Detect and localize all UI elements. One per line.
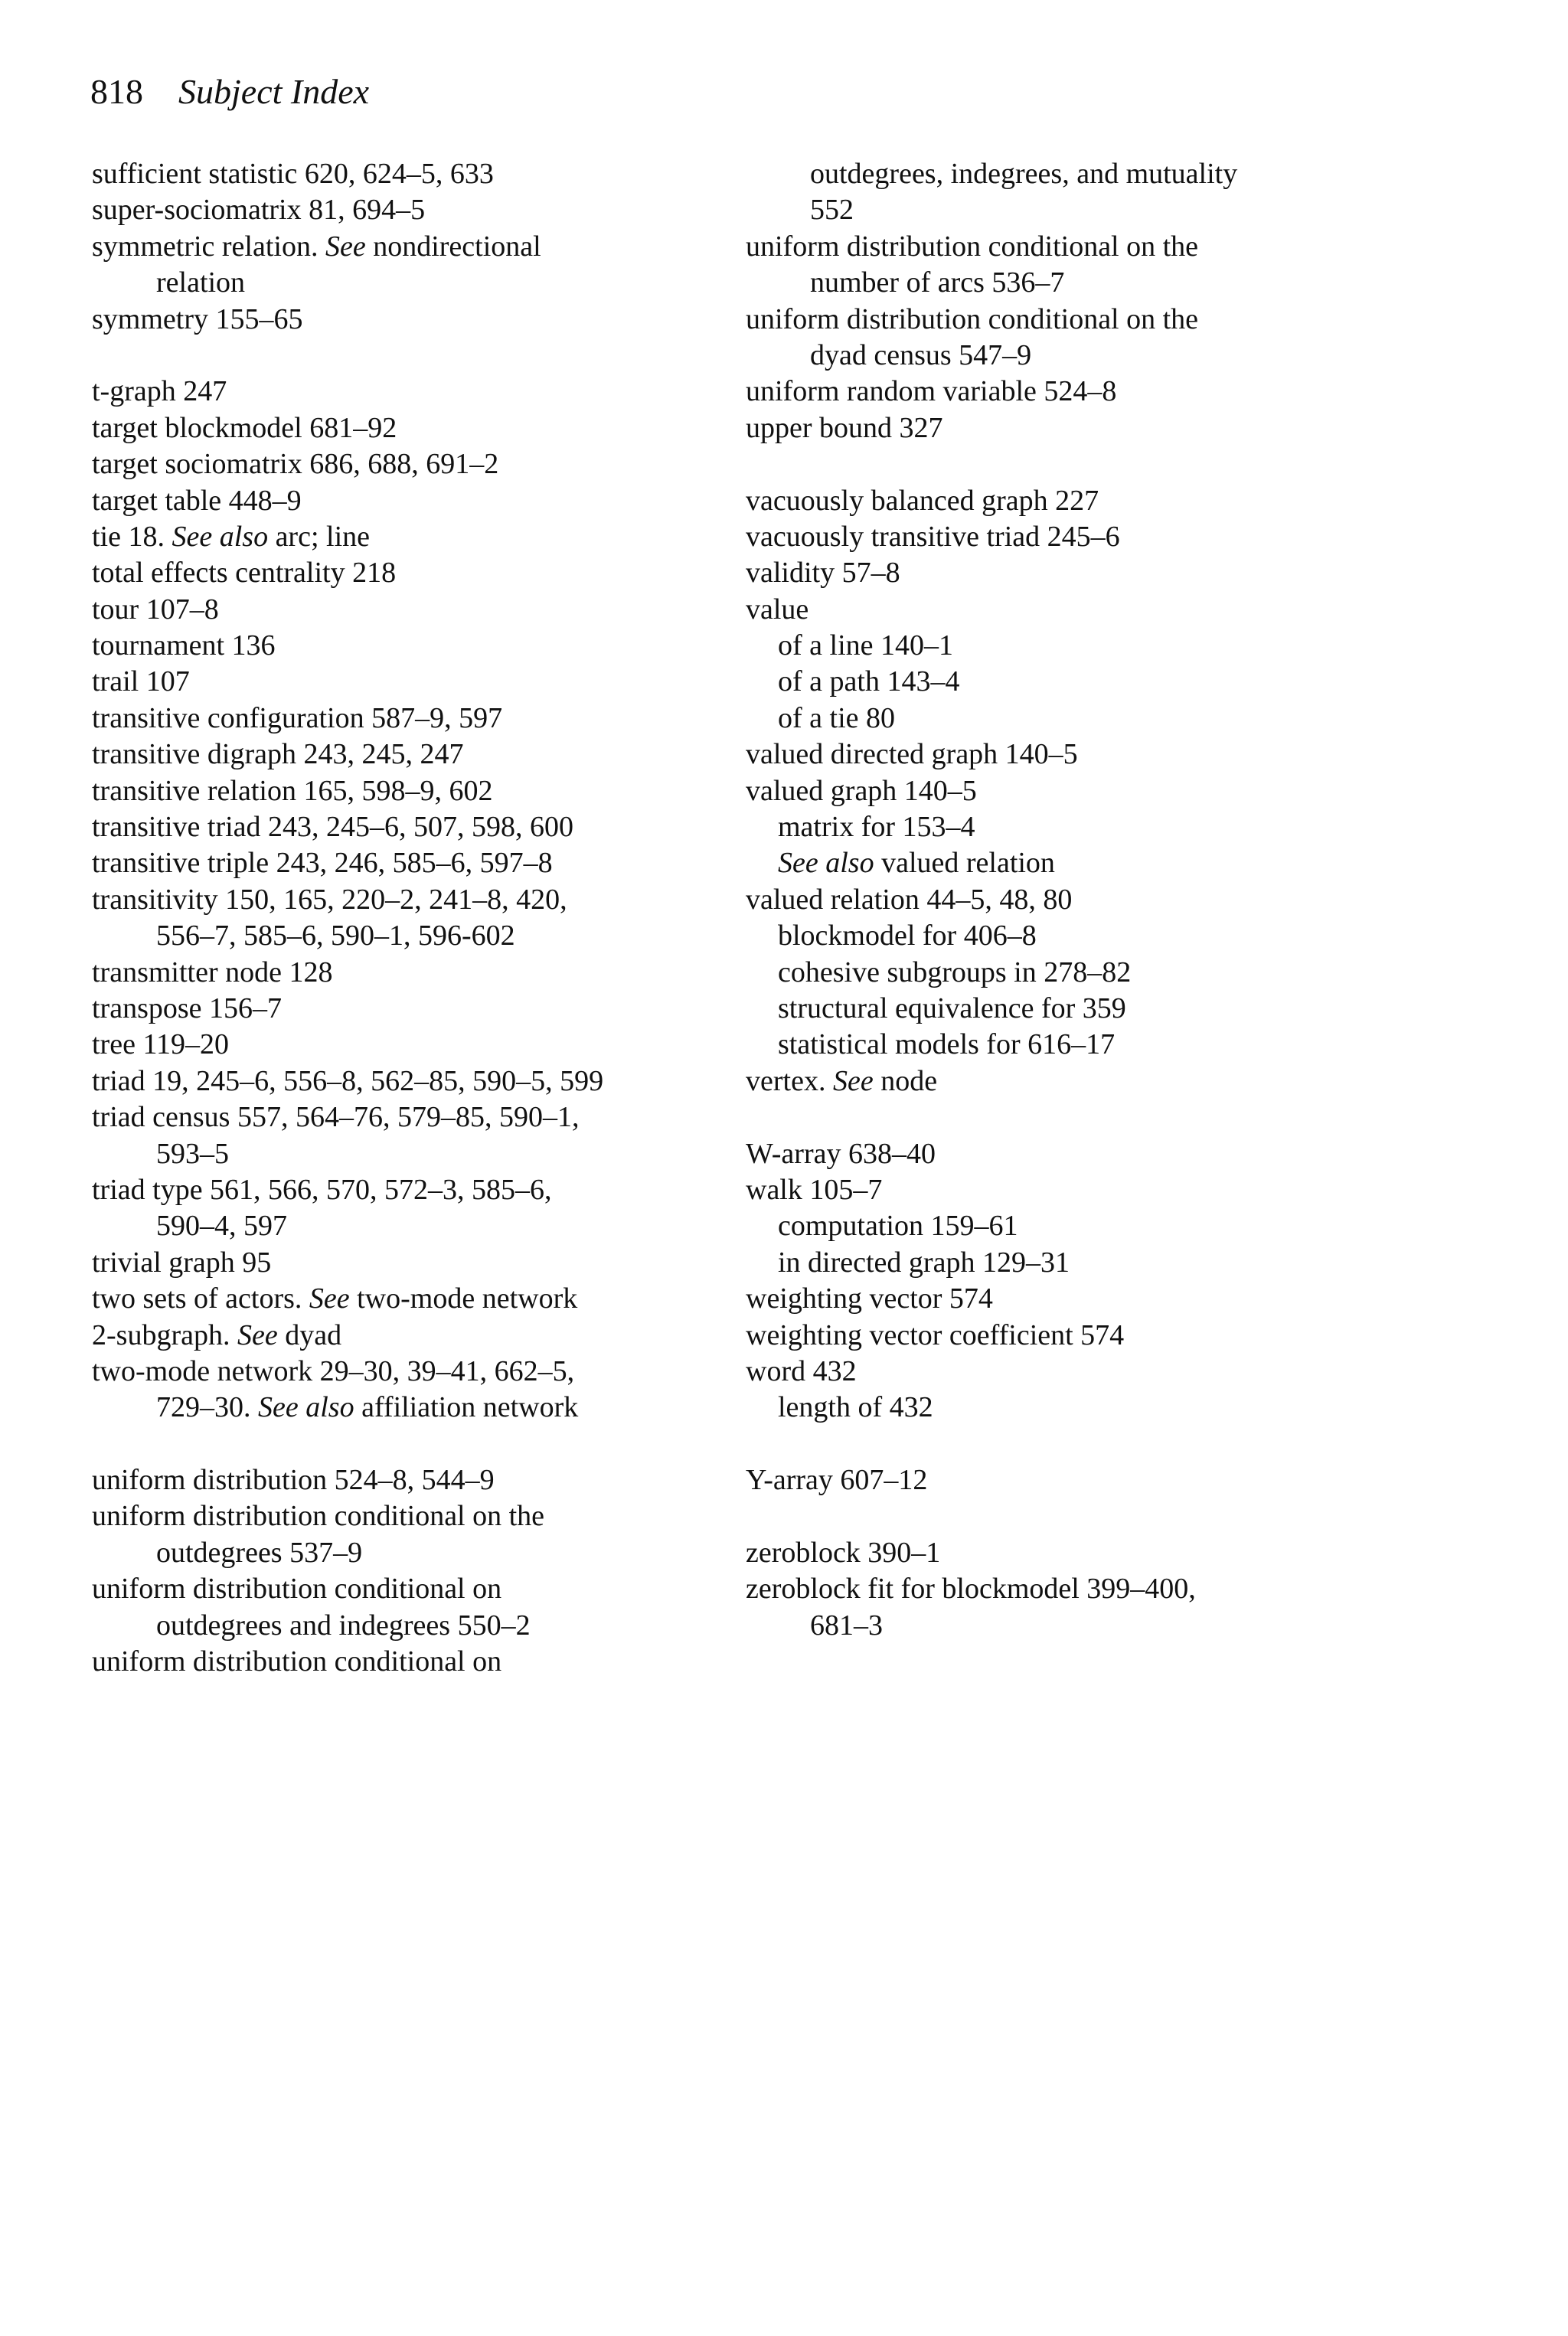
entry-text: length of 432	[778, 1391, 933, 1424]
entry-text: 2-subgraph.	[92, 1318, 237, 1351]
index-entry	[92, 410, 603, 446]
index-entry	[746, 483, 1237, 519]
entry-text: valued relation	[874, 847, 1055, 880]
index-entry	[92, 845, 603, 881]
entry-text: value	[746, 593, 809, 626]
index-entry	[746, 1571, 1237, 1607]
entry-text: transitivity 150, 165, 220–2, 241–8, 420,	[92, 883, 567, 916]
index-entry-continuation	[92, 1608, 603, 1644]
index-entry	[92, 483, 603, 519]
index-subentry	[746, 1208, 1237, 1244]
index-entry	[92, 628, 603, 664]
entry-text: target sociomatrix 686, 688, 691–2	[92, 448, 499, 481]
entry-text: tournament 136	[92, 629, 276, 662]
cross-reference-label: See also	[778, 847, 874, 880]
index-entry-continuation	[92, 1136, 603, 1172]
entry-text: symmetry 155–65	[92, 302, 303, 335]
index-column-left	[92, 156, 603, 1680]
entry-text: two sets of actors.	[92, 1282, 309, 1315]
index-entry	[92, 1571, 603, 1607]
entry-text: triad type 561, 566, 570, 572–3, 585–6,	[92, 1173, 552, 1206]
entry-text: cohesive subgroups in 278–82	[778, 956, 1132, 988]
index-subentry	[746, 1245, 1237, 1281]
section-gap	[746, 446, 1237, 482]
entry-text: valued graph 140–5	[746, 774, 977, 807]
index-entry	[92, 1027, 603, 1063]
entry-text: target table 448–9	[92, 484, 302, 517]
entry-text: sufficient statistic 620, 624–5, 633	[92, 158, 494, 190]
entry-text: tour 107–8	[92, 593, 219, 626]
entry-text: of a tie 80	[778, 701, 896, 734]
entry-text: two-mode network 29–30, 39–41, 662–5,	[92, 1354, 575, 1387]
index-entry	[92, 882, 603, 918]
index-entry	[746, 592, 1237, 628]
index-subentry	[746, 991, 1237, 1027]
index-entry	[746, 410, 1237, 446]
section-gap	[92, 338, 603, 374]
cross-reference-label: See	[832, 1064, 874, 1097]
index-entry	[746, 773, 1237, 809]
entry-text: W-array 638–40	[746, 1137, 936, 1170]
entry-text: 681–3	[810, 1609, 883, 1642]
entry-text: computation 159–61	[778, 1210, 1018, 1243]
index-subentry	[746, 628, 1237, 664]
index-entry	[746, 229, 1237, 265]
index-entry-continuation	[746, 1608, 1237, 1644]
index-entry-continuation	[92, 918, 603, 954]
entry-text: uniform distribution conditional on	[92, 1573, 502, 1606]
entry-text: uniform distribution conditional on	[92, 1645, 502, 1678]
entry-text: number of arcs 536–7	[810, 266, 1065, 299]
entry-text: uniform distribution conditional on the	[746, 302, 1199, 335]
entry-text: trail 107	[92, 665, 190, 698]
entry-text: dyad	[277, 1318, 342, 1351]
entry-text: transpose 156–7	[92, 992, 283, 1024]
entry-text: vacuously transitive triad 245–6	[746, 520, 1120, 553]
index-entry	[92, 1245, 603, 1281]
entry-text: of a line 140–1	[778, 629, 954, 662]
entry-text: symmetric relation.	[92, 230, 325, 263]
entry-text: two-mode network	[349, 1282, 578, 1315]
entry-text: blockmodel for 406–8	[778, 920, 1037, 952]
entry-text: transmitter node 128	[92, 956, 333, 988]
index-entry	[92, 1099, 603, 1135]
index-entry	[746, 737, 1237, 773]
section-gap	[92, 1426, 603, 1462]
cross-reference-label: See	[309, 1282, 350, 1315]
entry-text: 593–5	[156, 1137, 229, 1170]
entry-text: zeroblock fit for blockmodel 399–400,	[746, 1573, 1196, 1606]
index-entry	[92, 1354, 603, 1390]
entry-text: in directed graph 129–31	[778, 1246, 1070, 1279]
index-entry	[92, 302, 603, 338]
entry-text: matrix for 153–4	[778, 811, 975, 844]
entry-text: vacuously balanced graph 227	[746, 484, 1099, 517]
entry-text: 552	[810, 194, 854, 227]
entry-text: affiliation network	[354, 1391, 579, 1424]
index-entry	[92, 555, 603, 591]
entry-text: 729–30.	[156, 1391, 258, 1424]
index-entry	[746, 1136, 1237, 1172]
index-entry	[92, 809, 603, 845]
index-entry	[92, 1281, 603, 1317]
index-entry	[92, 1172, 603, 1208]
entry-text: transitive configuration 587–9, 597	[92, 701, 503, 734]
entry-text: 590–4, 597	[156, 1210, 287, 1243]
index-subentry	[746, 664, 1237, 700]
index-subentry	[746, 918, 1237, 954]
index-entry	[92, 664, 603, 700]
index-entry	[92, 955, 603, 991]
entry-text: validity 57–8	[746, 557, 900, 590]
index-entry	[92, 374, 603, 410]
entry-text: t-graph 247	[92, 375, 227, 408]
entry-text: outdegrees and indegrees 550–2	[156, 1609, 531, 1642]
index-entry	[746, 1281, 1237, 1317]
index-entry-continuation	[92, 1535, 603, 1571]
entry-text: super-sociomatrix 81, 694–5	[92, 194, 426, 227]
entry-text: uniform distribution 524–8, 544–9	[92, 1464, 495, 1497]
index-subentry	[746, 1027, 1237, 1063]
entry-text: target blockmodel 681–92	[92, 411, 397, 444]
entry-text: triad 19, 245–6, 556–8, 562–85, 590–5, 599	[92, 1064, 604, 1097]
index-entry	[92, 192, 603, 228]
index-entry	[92, 991, 603, 1027]
index-subentry	[746, 701, 1237, 737]
index-entry	[92, 446, 603, 482]
index-entry	[746, 519, 1237, 555]
entry-text: weighting vector 574	[746, 1282, 993, 1315]
index-entry-continuation	[746, 156, 1237, 192]
index-entry-continuation	[746, 192, 1237, 228]
section-gap	[746, 1099, 1237, 1135]
entry-text: outdegrees, indegrees, and mutuality	[810, 158, 1238, 190]
index-entry-continuation	[746, 338, 1237, 374]
running-title: Subject Index	[178, 72, 370, 111]
entry-text: nondirectional	[365, 230, 541, 263]
index-entry	[746, 1318, 1237, 1354]
index-entry	[92, 737, 603, 773]
index-entry	[92, 1644, 603, 1680]
index-entry	[746, 1354, 1237, 1390]
index-entry	[92, 1063, 603, 1099]
entry-text: zeroblock 390–1	[746, 1536, 941, 1569]
entry-text: uniform distribution conditional on the	[746, 230, 1199, 263]
index-entry	[92, 229, 603, 265]
index-subentry	[746, 845, 1237, 881]
index-entry	[92, 701, 603, 737]
index-entry	[92, 1318, 603, 1354]
entry-text: relation	[156, 266, 246, 299]
index-entry	[92, 773, 603, 809]
entry-text: statistical models for 616–17	[778, 1028, 1116, 1061]
page-number: 818	[90, 72, 143, 111]
entry-text: transitive digraph 243, 245, 247	[92, 738, 464, 771]
entry-text: Y-array 607–12	[746, 1464, 928, 1497]
index-entry-continuation	[92, 265, 603, 301]
index-entry	[746, 1462, 1237, 1498]
index-entry	[746, 1535, 1237, 1571]
section-gap	[746, 1498, 1237, 1534]
entry-text: transitive relation 165, 598–9, 602	[92, 774, 493, 807]
index-entry	[746, 1063, 1237, 1099]
index-entry	[92, 1498, 603, 1534]
entry-text: upper bound 327	[746, 411, 943, 444]
entry-text: vertex.	[746, 1064, 833, 1097]
entry-text: tree 119–20	[92, 1028, 230, 1061]
entry-text: trivial graph 95	[92, 1246, 272, 1279]
entry-text: valued relation 44–5, 48, 80	[746, 883, 1073, 916]
entry-text: tie 18.	[92, 520, 172, 553]
index-entry	[746, 882, 1237, 918]
index-entry	[746, 555, 1237, 591]
entry-text: valued directed graph 140–5	[746, 738, 1078, 771]
index-entry	[92, 1462, 603, 1498]
entry-text: triad census 557, 564–76, 579–85, 590–1,	[92, 1101, 580, 1134]
cross-reference-label: See	[325, 230, 366, 263]
index-subentry	[746, 809, 1237, 845]
entry-text: outdegrees 537–9	[156, 1536, 363, 1569]
index-entry	[746, 1172, 1237, 1208]
section-gap	[746, 1426, 1237, 1462]
entry-text: word 432	[746, 1354, 857, 1387]
index-subentry	[746, 955, 1237, 991]
index-entry	[92, 592, 603, 628]
entry-text: node	[873, 1064, 938, 1097]
index-entry-continuation	[92, 1390, 603, 1426]
entry-text: weighting vector coefficient 574	[746, 1318, 1125, 1351]
entry-text: arc; line	[268, 520, 370, 553]
index-entry-continuation	[92, 1208, 603, 1244]
entry-text: dyad census 547–9	[810, 338, 1032, 371]
entry-text: uniform distribution conditional on the	[92, 1500, 545, 1533]
entry-text: transitive triple 243, 246, 585–6, 597–8	[92, 847, 553, 880]
index-entry-continuation	[746, 265, 1237, 301]
index-entry	[746, 374, 1237, 410]
index-entry	[92, 519, 603, 555]
index-entry	[92, 156, 603, 192]
entry-text: transitive triad 243, 245–6, 507, 598, 600	[92, 811, 574, 844]
entry-text: uniform random variable 524–8	[746, 375, 1117, 408]
cross-reference-label: See also	[172, 520, 269, 553]
entry-text: 556–7, 585–6, 590–1, 596-602	[156, 920, 515, 952]
entry-text: walk 105–7	[746, 1173, 883, 1206]
entry-text: of a path 143–4	[778, 665, 960, 698]
cross-reference-label: See	[237, 1318, 278, 1351]
cross-reference-label: See also	[258, 1391, 354, 1424]
entry-text: total effects centrality 218	[92, 557, 397, 590]
index-column-right	[746, 156, 1237, 1644]
page-header	[90, 70, 369, 113]
index-entry	[746, 302, 1237, 338]
entry-text: structural equivalence for 359	[778, 992, 1126, 1024]
index-subentry	[746, 1390, 1237, 1426]
